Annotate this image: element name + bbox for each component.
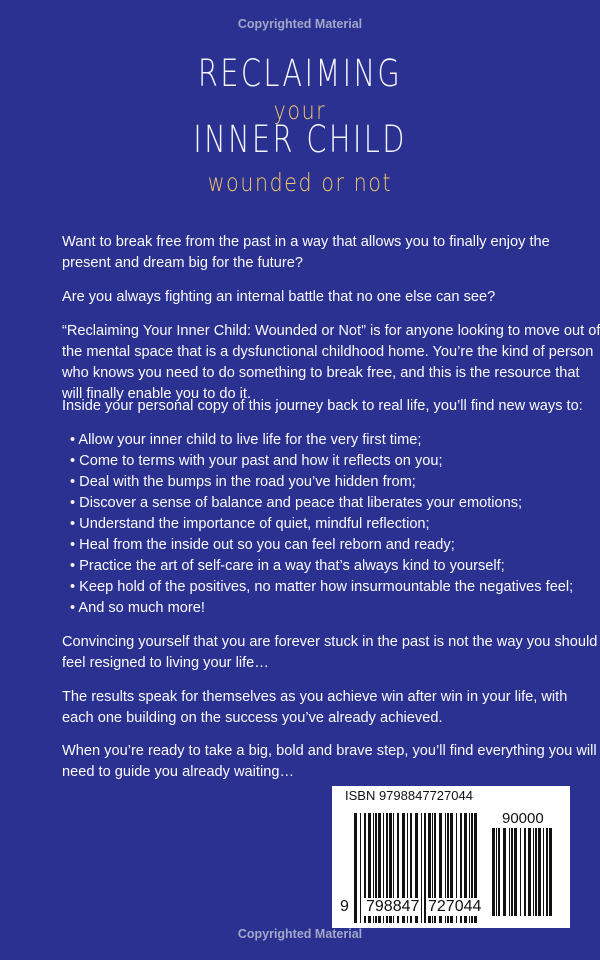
paragraph: The results speak for themselves as you achieve win after win in your life, with each one building on the success you’ve already achieved. — [62, 689, 568, 726]
bullet-item: • Keep hold of the positives, no matter how insurmountable the negatives feel; — [70, 579, 574, 595]
barcode-bar — [538, 828, 541, 916]
title-inner-child: INNER CHILD — [193, 118, 407, 161]
barcode-bar — [528, 828, 531, 916]
bullet-item: • And so much more! — [70, 600, 205, 616]
copyright-watermark-bottom: Copyrighted Material — [237, 927, 363, 941]
barcode-bar — [511, 828, 513, 916]
barcode-bar — [360, 813, 361, 923]
barcode-bar — [535, 828, 537, 916]
barcode-digits-right: 727044 — [428, 898, 482, 915]
bullet-item: • Practice the art of self-care in a way that’s always kind to yourself; — [70, 558, 505, 574]
bullet-list — [70, 430, 573, 619]
price-code: 90000 — [502, 810, 544, 827]
barcode-bar — [509, 828, 510, 916]
barcode-bar — [354, 813, 357, 923]
barcode-bar — [543, 828, 544, 916]
barcode-bar — [496, 828, 497, 916]
bullet-item: • Come to terms with your past and how it reflects on you; — [70, 453, 443, 469]
title-wounded-or-not: wounded or not — [207, 168, 393, 197]
barcode-digit-first: 9 — [340, 898, 349, 915]
paragraph: Are you always fighting an internal battle that no one else can see? — [62, 289, 496, 305]
barcode-bar — [498, 828, 500, 916]
barcode-bar — [503, 828, 506, 916]
paragraph: When you’re ready to take a big, bold and brave step, you’ll find everything you will need to guide you already waiting… — [62, 743, 597, 780]
barcode-bar — [533, 828, 534, 916]
isbn-barcode — [332, 786, 570, 928]
paragraph: Inside your personal copy of this journey back to real life, you’ll find new ways to: — [62, 398, 583, 414]
paragraph: Want to break free from the past in a way that allows you to finally enjoy the present and dream big for the future? — [62, 234, 550, 271]
barcode-digits-left: 798847 — [366, 898, 420, 915]
bullet-item: • Deal with the bumps in the road you’ve hidden from; — [70, 474, 416, 490]
isbn-label: ISBN 9798847727044 — [345, 788, 473, 803]
barcode-bar — [514, 828, 517, 916]
bullet-item: • Heal from the inside out so you can feel reborn and ready; — [70, 537, 455, 553]
barcode-bar — [546, 828, 548, 916]
bullet-item: • Allow your inner child to live life for the very first time; — [70, 432, 422, 448]
copyright-watermark-top: Copyrighted Material — [237, 17, 363, 31]
paragraph: “Reclaiming Your Inner Child: Wounded or Not” is for anyone looking to move out of the mental space that is a dysfunctional childhood home. You’re the kind of person who knows you need to do something to break free, and this is the resource that will finally enable you to do it. — [62, 323, 600, 402]
barcode-bar — [549, 828, 552, 916]
barcode-bar — [492, 828, 495, 916]
barcode-bar — [524, 828, 526, 916]
bullet-item: • Discover a sense of balance and peace that liberates your emotions; — [70, 495, 523, 511]
title-reclaiming: RECLAIMING — [197, 52, 403, 95]
paragraph: Convincing yourself that you are forever stuck in the past is not the way you should feel resigned to living your life… — [62, 634, 598, 671]
addon-barcode-bars — [492, 828, 556, 916]
barcode-bar — [520, 828, 521, 916]
title-your: your — [273, 96, 327, 125]
bullet-item: • Understand the importance of quiet, mindful reflection; — [70, 516, 430, 532]
